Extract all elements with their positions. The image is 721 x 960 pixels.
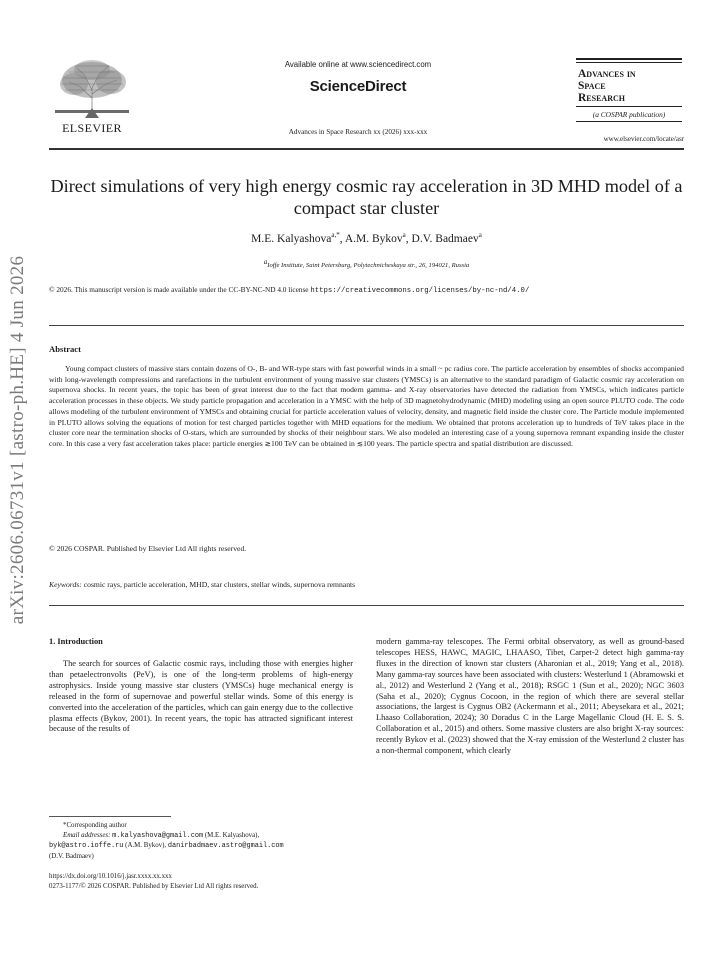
abstract-rule-top <box>49 325 684 326</box>
keywords-list: cosmic rays, particle acceleration, MHD, star clusters, stellar winds, supernova remnants <box>83 580 356 589</box>
author-mark: a <box>402 231 406 240</box>
body-column-left <box>49 659 353 735</box>
journal-title-line: Research <box>578 92 625 105</box>
journal-box-rule-mid <box>576 106 682 107</box>
doi-block <box>49 872 369 891</box>
abstract-paragraph: Young compact clusters of massive stars contain dozens of O-, B- and WR-type stars with fast powerful winds in a small ~ pc radius core. The particle acceleration by ensembles of shocks accompanied with long-wavelength compressions and rarefactions in the turbulent environment of young massive star clusters (YMSCs) is an alternative to the standard paradigm of Galactic cosmic ray acceleration on supernova shocks. In recent years, the topic has been of great interest due to the fact that modern gamma- and X-ray observatories have detected the radiation from YMSCs, which indicates particle acceleration processes in these objects. We study particle propagation and acceleration in a YMSC with the help of 3D magnetohydrodynamic (MHD) modeling using an open source PLUTO code. The code allows modeling of the turbulent environment of YMSCs and obtaining crucial for particle acceleration values of velocity, density, and magnetic field inside the cluster core. The Particle module implemented in PLUTO allows solving the equations of motion for test charged particles together with MHD equations for the medium. We obtained that protons acceleration up to hundreds of TeV takes place in the cluster core near the termination shocks of O-stars, which are surrounded by shocks of their neighbour stars. We also modeled an interesting case of a young supernova remnant expanding inside the cluster core. In this case a very fast acceleration takes place: particle energies ≳100 TeV can be obtained in ≲100 years. The particle spectra and spatial distribution are discussed. <box>49 364 684 448</box>
sciencedirect-wordmark: ScienceDirect <box>309 78 407 95</box>
author-mark: a <box>478 231 482 240</box>
author-name: M.E. Kalyashova <box>251 233 332 245</box>
arxiv-identifier: arXiv:2606.06731v1 [astro-ph.HE] 4 Jun 2026 <box>7 255 28 625</box>
section-heading: 1. Introduction <box>49 637 103 646</box>
journal-box-rule-bottom <box>576 121 682 122</box>
email-link[interactable]: danirbadmaev.astro@gmail.com <box>167 842 284 851</box>
journal-title-box <box>576 58 682 124</box>
license-notice <box>49 285 684 295</box>
publisher-name: ELSEVIER <box>62 121 122 135</box>
email-line <box>49 841 353 852</box>
author-separator: , <box>339 233 345 245</box>
author-separator: , <box>405 233 412 245</box>
email-line <box>49 831 353 842</box>
affiliation-text: Ioffe Institute, Saint Petersburg, Polytechnicheskaya str., 26, 194021, Russia <box>267 262 470 270</box>
body-paragraph: The search for sources of Galactic cosmic rays, including those with energies higher than petaelectronvolts (PeV), is one of the long-term problems of high-energy astrophysics. Inside young massive star clusters (YMSCs) huge mechanical energy is released in the form of supernovae and powerful stellar winds. Some of this energy is converted into the acceleration of the particles, which can gain energy due to the collective plasma effects (Bykov, 2001). In recent years, the topic has attracted significant interest because of the results of <box>49 659 353 734</box>
abstract-copyright: © 2026 COSPAR. Published by Elsevier Ltd All rights reserved. <box>49 544 247 553</box>
doi-link[interactable]: https://dx.doi.org/10.1016/j.jasr.xxxx.xx.xxx <box>49 873 172 880</box>
journal-reference: Advances in Space Research xx (2026) xxx-xxx <box>288 128 428 136</box>
journal-title-line: Space <box>578 80 606 93</box>
footnotes <box>49 821 353 861</box>
abstract-heading: Abstract <box>49 344 81 354</box>
paper-title: Direct simulations of very high energy cosmic ray acceleration in 3D MHD model of a compact star cluster <box>50 176 683 218</box>
email-owner: (M.E. Kalyashova), <box>204 831 260 839</box>
journal-title <box>576 64 682 106</box>
keywords-label: Keywords: <box>49 580 82 589</box>
author-mark: a,* <box>331 231 340 240</box>
body-paragraph: modern gamma-ray telescopes. The Fermi orbital observatory, as well as ground-based telescopes HESS, HAWC, MAGIC, LHAASO, Tibet, Carpet-2 detect high gamma-ray fluxes in the direction of known star clusters (Aharonian et al., 2019; Yang et al., 2018). Many gamma-ray sources have been associated with clusters: Westerlund 1 (Abramowski et al., 2012) and Westerlund 2 (Yang et al., 2018); RSGC 1 (Sun et al., 2020); NGC 3603 (Saha et al., 2020); Cygnus Cocoon, in the region of which there are several stellar associations, the largest is Cygnus OB2 (Ackermann et al., 2011; Abeysekara et al., 2021; Lhaaso Collaboration, 2024); 30 Doradus C in the Large Magellanic Cloud (H. E. S. S. Collaboration et al., 2015) and others. Some massive clusters are also bright X-ray sources: recently Bykov et al. (2023) showed that the X-ray emission of the Westerlund 2 cluster has a non-thermal component, which clearly <box>376 637 684 756</box>
arxiv-sidebar <box>2 180 34 700</box>
email-owner: (D.V. Badmaev) <box>49 852 94 860</box>
author-name: A.M. Bykov <box>344 233 403 245</box>
journal-subtitle: (a COSPAR publication) <box>592 110 666 120</box>
email-label: Email addresses: <box>63 831 111 839</box>
license-text: © 2026. This manuscript version is made available under the CC-BY-NC-ND 4.0 license <box>49 285 309 294</box>
email-owner: (A.M. Bykov), <box>125 842 167 850</box>
abstract-rule-bottom <box>49 605 684 606</box>
journal-title-line: Advances in <box>578 68 636 81</box>
corresponding-author-note: *Corresponding author <box>63 822 127 829</box>
author-name: D.V. Badmaev <box>411 233 479 245</box>
body-column-right <box>376 637 684 757</box>
available-online-line: Available online at www.sciencedirect.com <box>284 60 432 69</box>
elsevier-tree-icon <box>49 58 135 120</box>
affiliation-mark: a <box>263 258 268 266</box>
journal-box-rule-top-2 <box>576 62 682 63</box>
journal-box-rule-top <box>576 58 682 60</box>
license-url[interactable]: https://creativecommons.org/licenses/by-nc-nd/4.0/ <box>310 287 530 295</box>
keywords-line <box>49 580 684 589</box>
email-link[interactable]: m.kalyashova@gmail.com <box>112 831 204 840</box>
footnote-rule <box>49 816 171 817</box>
affiliation <box>49 258 684 270</box>
email-link[interactable]: byk@astro.ioffe.ru <box>49 842 124 851</box>
author-list <box>49 233 684 245</box>
header-rule <box>49 148 684 150</box>
issn-line: 0273-1177/© 2026 COSPAR. Published by Elsevier Ltd All rights reserved. <box>49 882 259 890</box>
abstract-body <box>49 364 684 450</box>
journal-url[interactable]: www.elsevier.com/locate/asr <box>603 135 684 143</box>
